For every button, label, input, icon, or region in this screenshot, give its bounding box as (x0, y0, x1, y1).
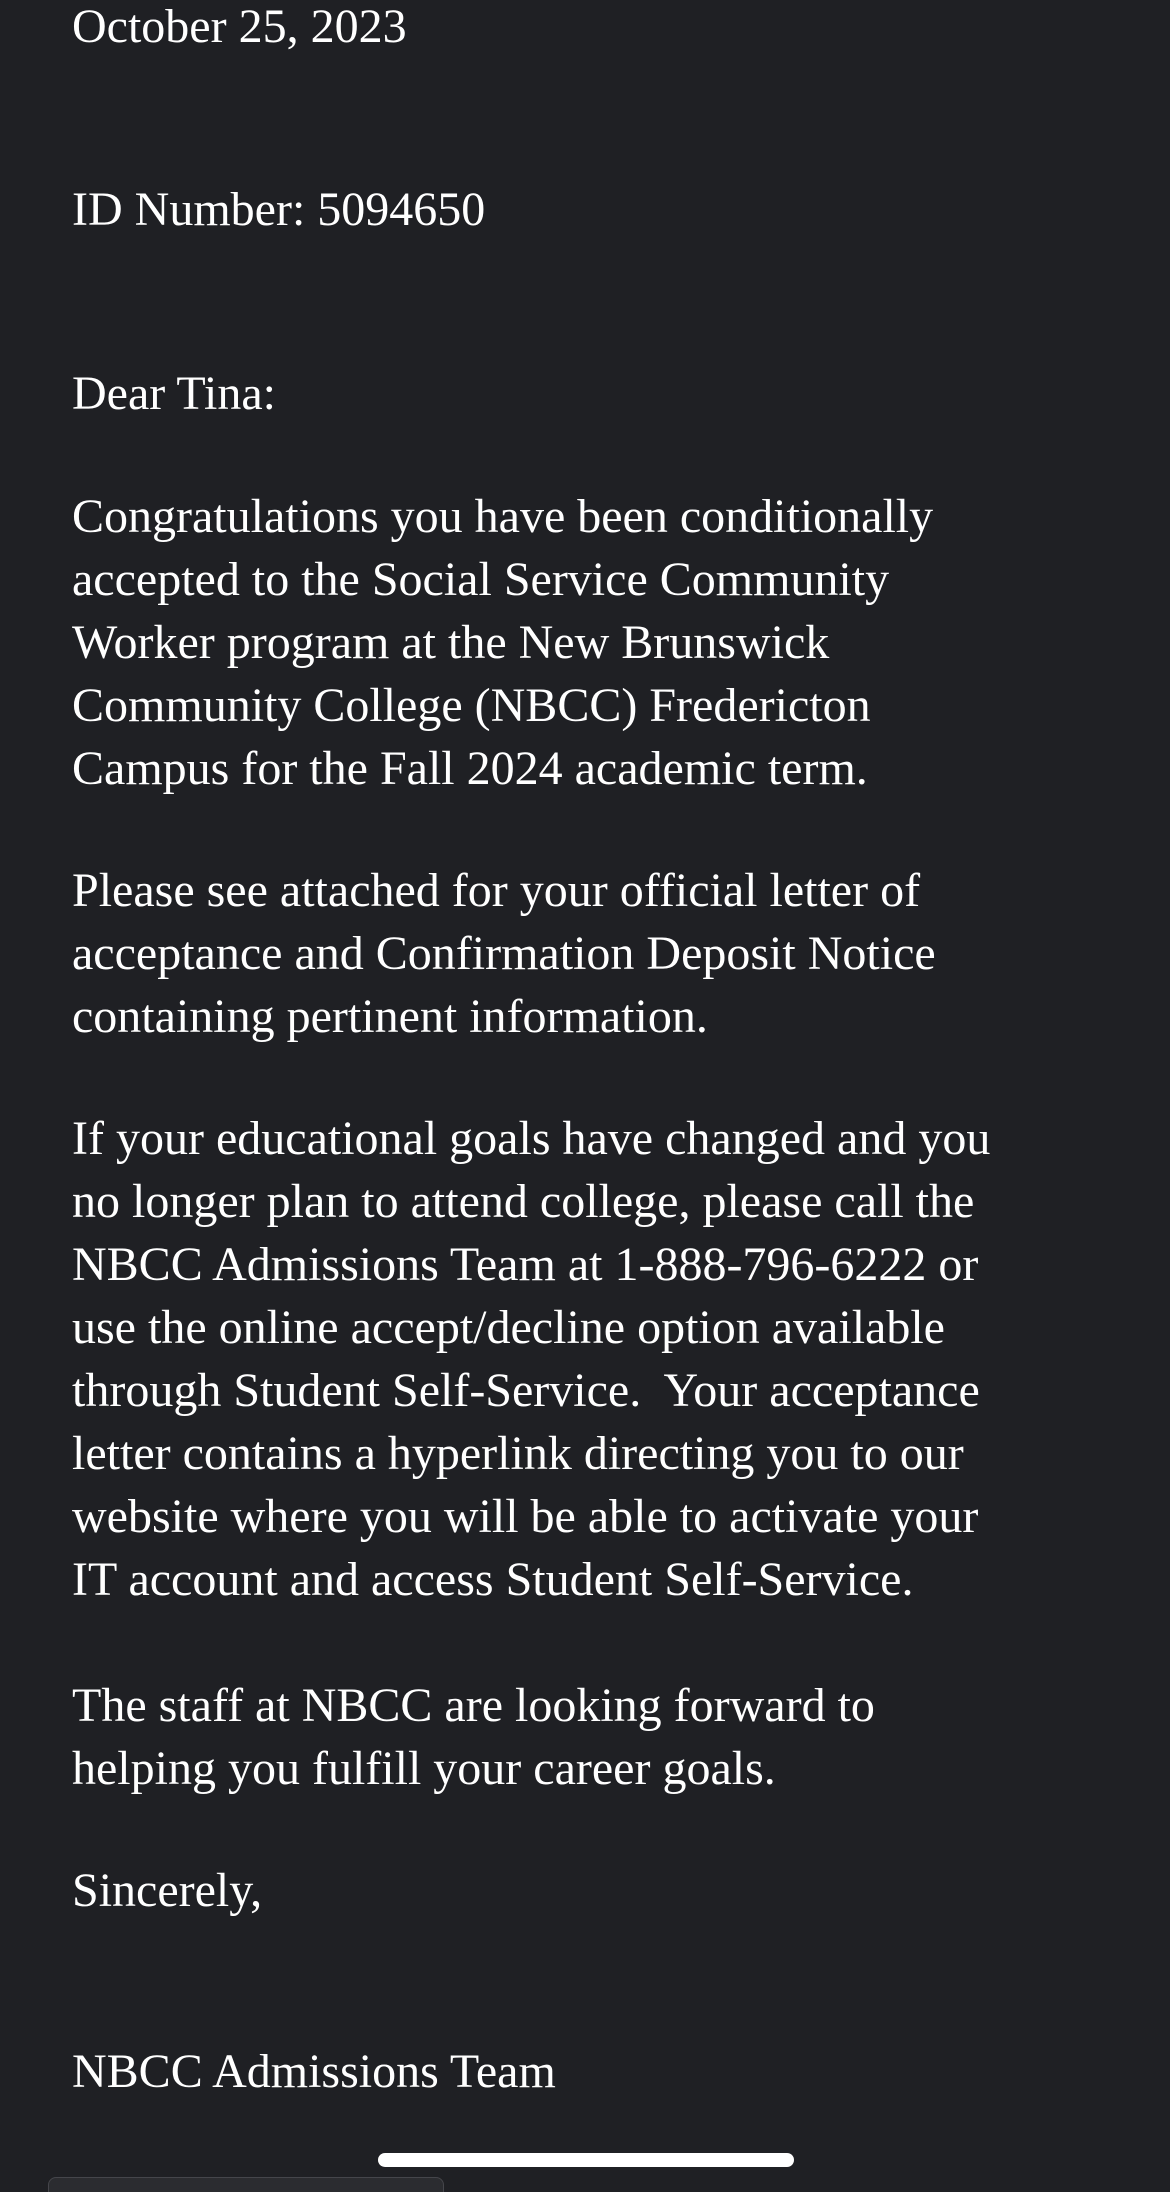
student-id-number: ID Number: 5094650 (72, 183, 486, 236)
paragraph-line: Worker program at the New Brunswick (72, 616, 830, 669)
paragraph-line: accepted to the Social Service Community (72, 553, 890, 606)
paragraph-line: Please see attached for your official letter of (72, 864, 921, 917)
email-signature: NBCC Admissions Team (72, 2045, 556, 2098)
paragraph-line: use the online accept/decline option available (72, 1301, 945, 1354)
paragraph-line: website where you will be able to activate your (72, 1490, 979, 1543)
bottom-toolbar-edge[interactable] (48, 2177, 444, 2192)
email-greeting: Dear Tina: (72, 367, 276, 420)
paragraph-line: letter contains a hyperlink directing you to our (72, 1427, 964, 1480)
paragraph-instructions (72, 1107, 990, 1611)
paragraph-career-goals (72, 1674, 875, 1800)
paragraph-line: NBCC Admissions Team at 1-888-796-6222 or (72, 1238, 979, 1291)
paragraph-line: acceptance and Confirmation Deposit Notice (72, 927, 936, 980)
paragraph-attachment (72, 859, 936, 1048)
paragraph-line: If your educational goals have changed and you (72, 1112, 991, 1165)
paragraph-line: IT account and access Student Self-Service. (72, 1553, 914, 1606)
paragraph-line: through Student Self-Service. Your acceptance (72, 1364, 980, 1417)
email-closing: Sincerely, (72, 1864, 263, 1917)
home-indicator-bar[interactable] (378, 2153, 794, 2167)
paragraph-line: no longer plan to attend college, please call the (72, 1175, 975, 1228)
paragraph-line: helping you fulfill your career goals. (72, 1742, 776, 1795)
paragraph-line: containing pertinent information. (72, 990, 708, 1043)
paragraph-acceptance (72, 485, 933, 800)
paragraph-line: Community College (NBCC) Fredericton (72, 679, 871, 732)
email-date: October 25, 2023 (72, 0, 407, 53)
paragraph-line: The staff at NBCC are looking forward to (72, 1679, 875, 1732)
paragraph-line: Campus for the Fall 2024 academic term. (72, 742, 868, 795)
paragraph-line: Congratulations you have been conditionally (72, 490, 934, 543)
